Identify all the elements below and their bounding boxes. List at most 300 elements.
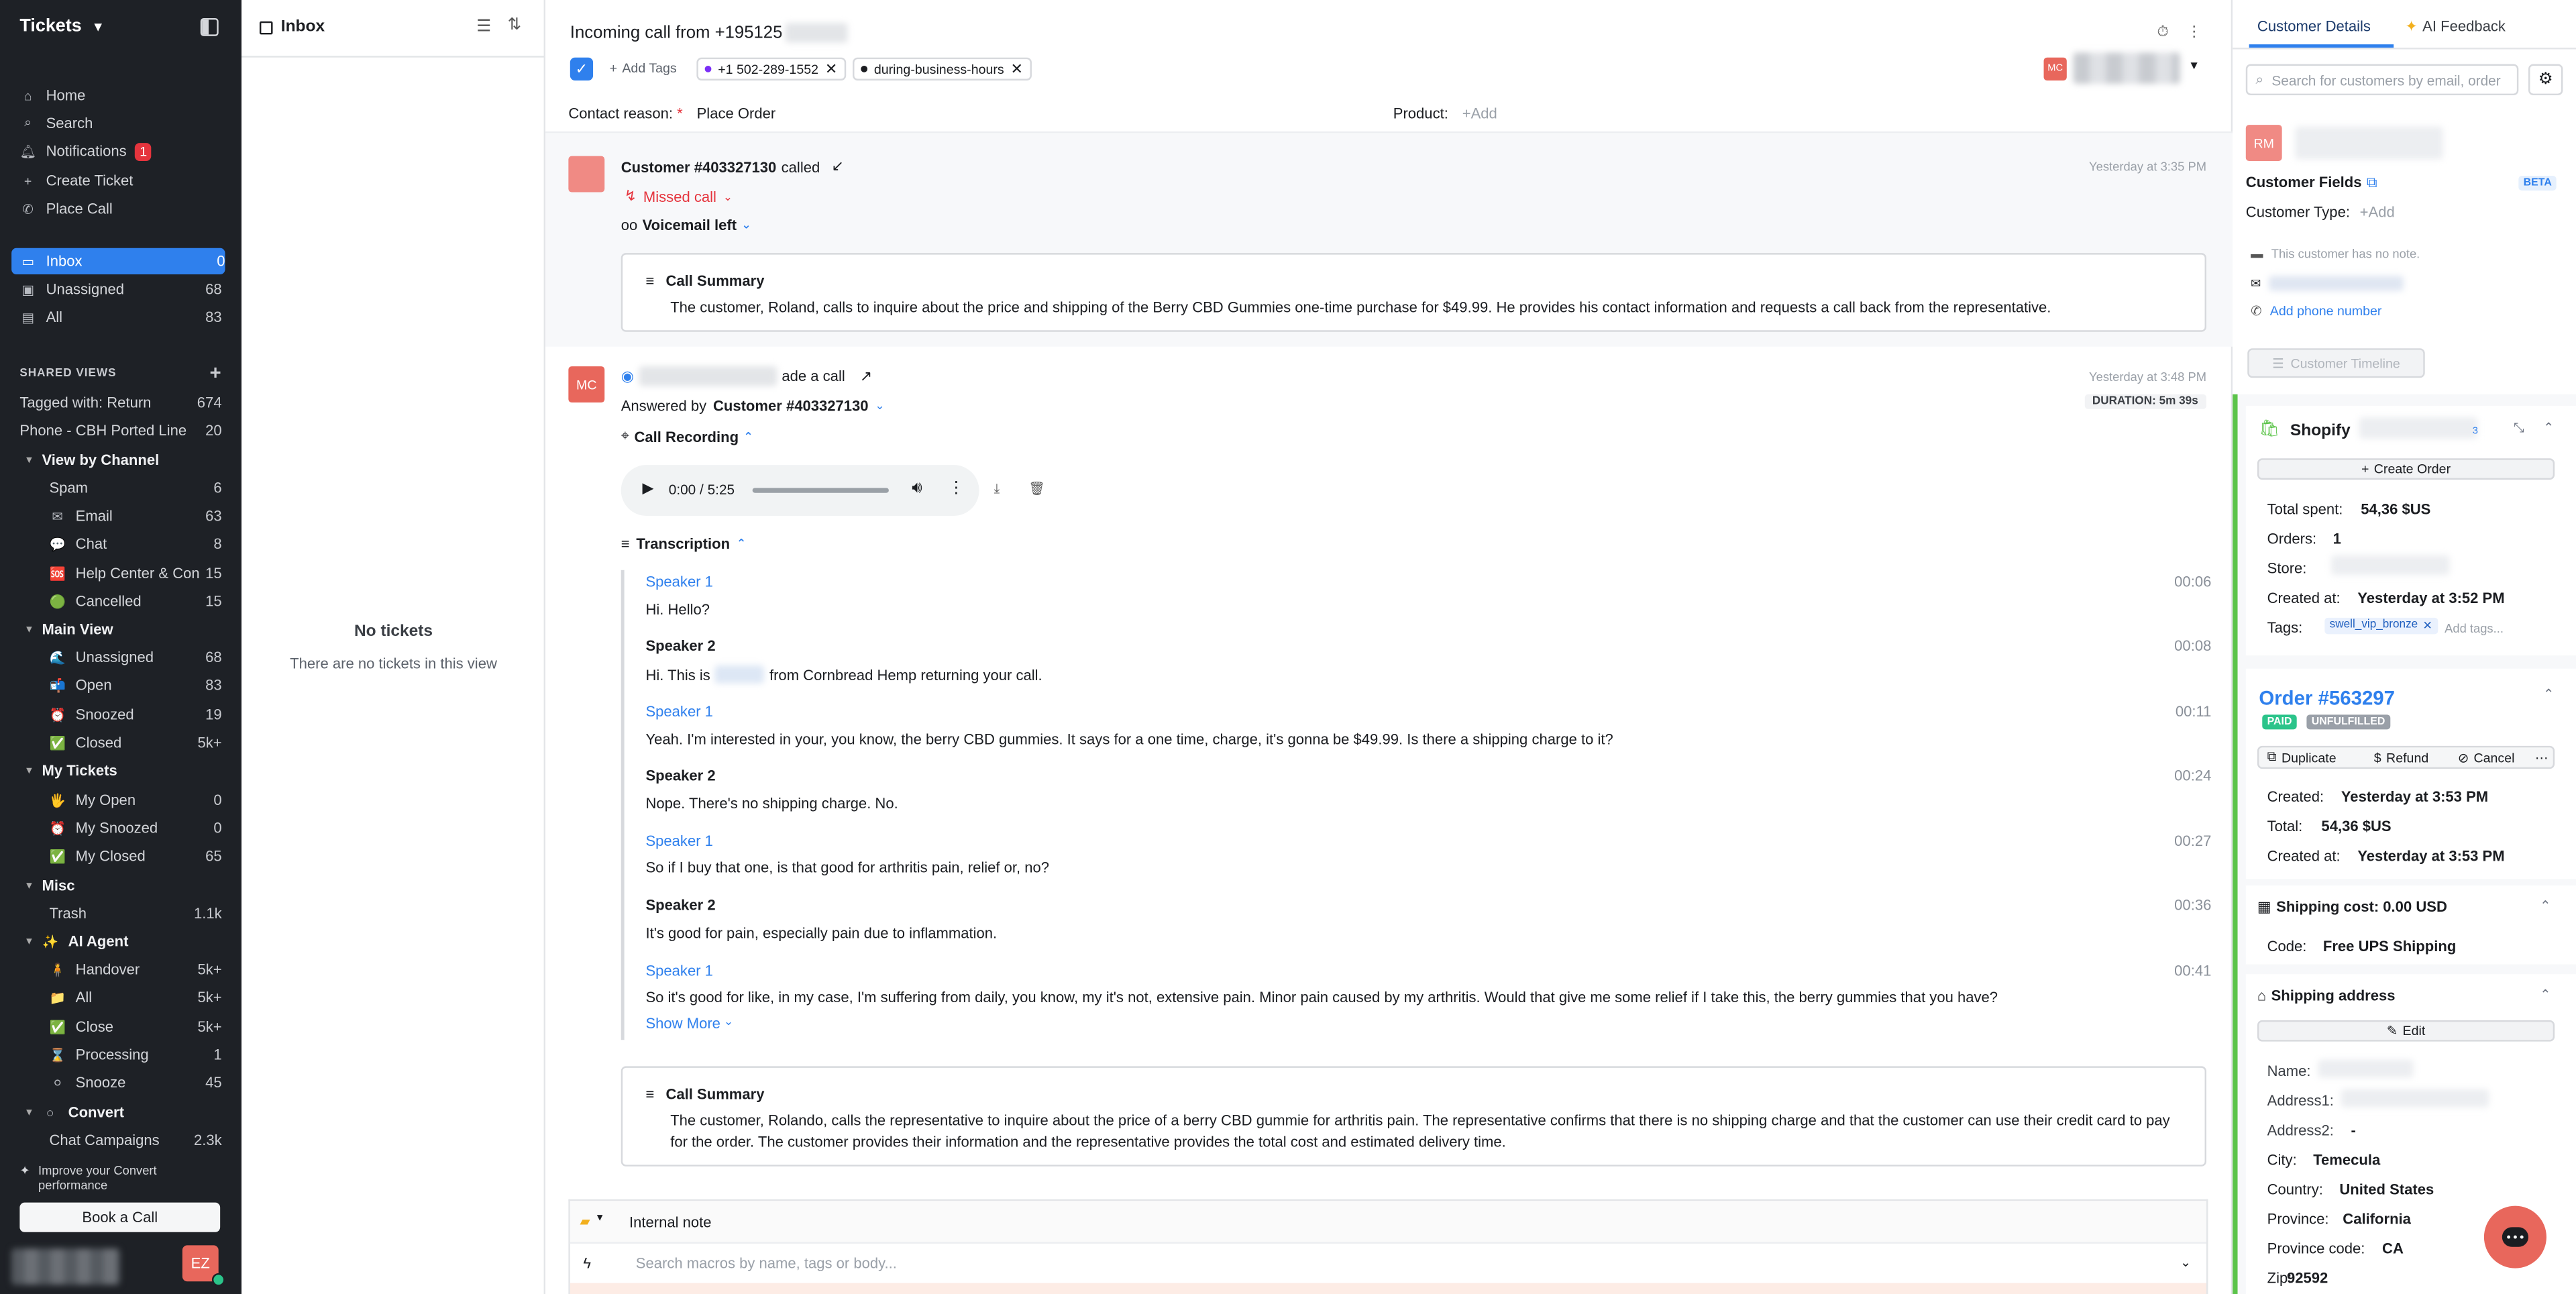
call-summary-box: [621, 253, 2206, 332]
customer-timeline-button[interactable]: [2247, 348, 2424, 378]
pencil-icon: ✎: [2386, 1023, 2398, 1038]
show-more-label: Show More: [645, 1015, 720, 1032]
address1-redacted: [2341, 1089, 2489, 1108]
add-view-icon[interactable]: +: [209, 361, 222, 385]
plus-icon: +: [23, 173, 32, 188]
nav-label: Place Call: [46, 200, 113, 217]
speaker-label: Speaker 1: [645, 832, 713, 850]
summary-title-text: Call Summary: [665, 272, 765, 290]
stack-icon: ▤: [21, 309, 34, 325]
redacted-number: [786, 23, 848, 42]
summary-title: [645, 1086, 764, 1102]
nav-search[interactable]: [19, 110, 221, 136]
download-icon[interactable]: ⤓: [994, 481, 1000, 496]
transcription-toggle[interactable]: [621, 535, 747, 551]
item-count: 6: [213, 480, 222, 496]
book-call-button[interactable]: Book a Call: [19, 1203, 220, 1232]
home-icon: ⌂: [23, 88, 32, 103]
sidebar-item-my-open[interactable]: [49, 787, 221, 813]
button-label: Duplicate: [2281, 749, 2337, 765]
speaker-label: Speaker 1: [645, 963, 713, 979]
item-label: Spam: [49, 480, 89, 496]
text-lines-icon: ≡: [645, 272, 655, 290]
chevron-up-icon[interactable]: ⌃: [2540, 987, 2551, 1002]
province-code-value: CA: [2382, 1240, 2404, 1257]
cancel-order-button[interactable]: [2458, 746, 2515, 769]
button-label: Cancel: [2473, 749, 2515, 765]
empty-state-title: No tickets: [354, 623, 433, 641]
name-redacted: [2318, 1060, 2414, 1078]
created-value: Yesterday at 3:52 PM: [2357, 590, 2505, 606]
customer-avatar: [568, 156, 604, 193]
sidebar-item-help-center[interactable]: [49, 560, 221, 586]
view-label: Tagged with: Return: [19, 394, 152, 411]
section-convert[interactable]: [26, 1099, 221, 1125]
add-phone-text: Add phone number: [2269, 304, 2382, 319]
store-label: Store:: [2267, 560, 2307, 577]
shopify-bag-icon: 🛍︎: [2259, 420, 2280, 439]
search-placeholder: Search for customers by email, order: [2271, 71, 2501, 89]
tag-color-dot: [861, 66, 867, 72]
tag-label: during-business-hours: [873, 61, 1004, 76]
nav-label: Notifications: [46, 143, 127, 160]
alarm-clock-icon: ⏰: [49, 820, 66, 836]
item-label: Unassigned: [75, 649, 154, 665]
phone-icon: ✆: [22, 201, 34, 217]
chevron-down-icon: ▾: [26, 455, 32, 467]
item-count: 5k+: [197, 734, 222, 751]
view-count: 68: [205, 280, 222, 298]
item-count: 65: [205, 847, 222, 865]
note-icon: ▰: [580, 1214, 590, 1229]
transcript-time: 00:36: [2174, 897, 2212, 914]
folder-icon: 📁: [49, 989, 66, 1005]
search-icon: ⌕: [2255, 70, 2264, 87]
view-count: 674: [197, 394, 222, 411]
sidebar-item-email[interactable]: [49, 502, 221, 529]
required-marker: *: [677, 105, 683, 122]
more-vertical-icon[interactable]: ⋮: [948, 480, 965, 498]
filter-icon[interactable]: ☰: [476, 17, 492, 36]
sidebar-item-handover[interactable]: [49, 956, 221, 982]
hourglass-icon: ⌛: [49, 1047, 66, 1063]
search-icon: ⌕: [24, 115, 32, 130]
event-action: ade a call: [782, 368, 845, 385]
agent-icon: ◉: [621, 367, 634, 384]
view-inbox[interactable]: [11, 248, 225, 274]
order-total-label: Total:: [2267, 818, 2303, 835]
text-lines-icon: ≡: [645, 1085, 655, 1103]
item-count: 0: [213, 792, 222, 808]
sparkle-icon: ✦: [19, 1163, 30, 1178]
shared-views-header: [19, 360, 221, 386]
audio-player[interactable]: [621, 465, 979, 516]
caller-link[interactable]: Customer #403327130: [621, 158, 777, 175]
tab-ai-feedback[interactable]: [2405, 18, 2506, 36]
field-label: Contact reason:: [568, 105, 673, 122]
assignee-name-redacted: [2074, 52, 2180, 84]
sidebar-item-trash[interactable]: [49, 900, 221, 926]
sidebar-item-open[interactable]: [49, 672, 221, 698]
create-order-button[interactable]: [2257, 458, 2555, 480]
transcript-text: Yeah. I'm interested in your, you know, the berry CBD gummies. It says for a one time, charge, it's gonna be $49.99. Is there a shipping charge to it?: [645, 731, 1613, 748]
answered-by: [621, 398, 885, 414]
create-order-label: Create Order: [2373, 462, 2451, 477]
item-label: Open: [75, 676, 112, 694]
order-total-value: 54,36 $US: [2321, 818, 2392, 835]
grid-icon: ▦: [2257, 898, 2271, 916]
ticket-title-text: Incoming call from +195125: [570, 23, 783, 43]
item-count: 5k+: [197, 1018, 222, 1035]
nav-label: Home: [46, 87, 86, 104]
account-name-redacted: [11, 1248, 120, 1285]
tags-label: Tags:: [2267, 619, 2303, 636]
created-label: Created at:: [2267, 590, 2341, 606]
inbox-title: Inbox: [280, 17, 325, 36]
country-value: United States: [2339, 1181, 2434, 1198]
view-count: 20: [205, 422, 222, 439]
more-vertical-icon[interactable]: ⋮: [2186, 23, 2202, 40]
sidebar-item-snoozed[interactable]: [49, 702, 221, 728]
sort-icon[interactable]: ⇅: [507, 16, 522, 35]
bell-icon: 🔔︎: [19, 144, 37, 159]
sidebar-item-chat-campaigns[interactable]: [49, 1127, 221, 1153]
field-label: Customer Type:: [2245, 203, 2350, 221]
promo-text: Improve your Convert performance: [38, 1163, 157, 1193]
event-header: [621, 366, 873, 386]
recording-label: Call Recording: [634, 427, 739, 445]
section-view-by-channel[interactable]: [26, 447, 221, 473]
sidebar-item-cancelled[interactable]: [49, 588, 221, 614]
outgoing-arrow-icon: ↗: [859, 367, 873, 384]
transcript-text: So it's good for like, in my case, I'm suffering from daily, you know, my it's not, extensive pain. Minor pain caused by my arthritis. Would that give me some relief if I take this, the berry gummies that you have?: [645, 989, 1998, 1006]
trash-icon[interactable]: 🗑︎: [1028, 481, 1045, 496]
missed-call-icon: ↯: [624, 187, 637, 204]
refund-button[interactable]: [2374, 746, 2428, 769]
inbox-icon: ▭: [21, 254, 34, 269]
address-name-label: Name:: [2267, 1063, 2311, 1079]
email-redacted: [2269, 276, 2404, 290]
assignee-dropdown-icon[interactable]: ▼: [2188, 60, 2200, 72]
volume-icon[interactable]: 🔊︎: [912, 480, 922, 498]
customer-type-field[interactable]: [2246, 204, 2395, 220]
tag-chip[interactable]: [853, 58, 1031, 80]
ticket-title[interactable]: [570, 23, 849, 42]
item-count: 15: [205, 593, 222, 610]
chevron-down-icon: ▼: [91, 19, 105, 34]
online-status-dot: [212, 1273, 225, 1287]
chevron-down-icon: ⌄: [723, 1016, 734, 1029]
item-label: Email: [75, 507, 113, 525]
chevron-down-icon[interactable]: ⌄: [2180, 1255, 2192, 1271]
unassigned-icon: ▣: [21, 282, 34, 297]
order-created-at-label: Created at:: [2267, 847, 2341, 865]
sidebar-item-chat[interactable]: [49, 531, 221, 557]
nav-home[interactable]: [19, 82, 221, 108]
shared-view[interactable]: [19, 417, 221, 443]
zip-label: Zip:: [2267, 1270, 2292, 1287]
item-count: 0: [213, 820, 222, 837]
city-value: Temecula: [2313, 1151, 2381, 1169]
customer-email[interactable]: [2251, 276, 2404, 290]
app-switcher[interactable]: [19, 16, 104, 36]
beta-badge: BETA: [2518, 176, 2557, 191]
customer-fields-title[interactable]: [2246, 174, 2377, 193]
item-count: 1: [213, 1046, 222, 1063]
product-field[interactable]: [1393, 105, 1497, 121]
seek-bar[interactable]: [753, 488, 889, 492]
sidebar-item-snooze[interactable]: [49, 1069, 221, 1095]
assignee-avatar[interactable]: MC: [2044, 58, 2067, 80]
section-misc[interactable]: [26, 872, 221, 898]
alarm-clock-icon: ⏰: [49, 707, 66, 722]
collapse-sidebar-icon[interactable]: [201, 18, 219, 36]
edit-label: Edit: [2402, 1023, 2426, 1038]
agent-name-redacted: [715, 665, 764, 684]
customer-search-input[interactable]: [2246, 64, 2519, 96]
editor-body[interactable]: [570, 1283, 2206, 1294]
phone-icon: ✆: [2251, 304, 2262, 319]
tag-label: swell_vip_bronze: [2329, 619, 2418, 631]
item-count: 8: [213, 535, 222, 552]
view-label: Inbox: [46, 253, 83, 270]
customer-name-redacted: [2295, 127, 2443, 160]
add-phone-link[interactable]: [2251, 304, 2381, 319]
add-tags-button[interactable]: [610, 61, 677, 76]
field-add: +Add: [1462, 105, 1497, 122]
shipping-address-text: Shipping address: [2271, 987, 2396, 1004]
item-label: My Snoozed: [75, 820, 158, 837]
snooze-icon[interactable]: ⏱: [2157, 23, 2169, 40]
ticket-list-panel: [241, 0, 545, 1294]
macro-search-input[interactable]: Search macros by name, tags or body...: [635, 1255, 897, 1272]
inbox-icon: [260, 21, 273, 34]
section-label: SHARED VIEWS: [19, 367, 117, 379]
transcript-text: So if I buy that one, is that good for arthritis pain, relief or, no?: [645, 859, 1050, 876]
transcript-text: [645, 665, 1042, 684]
chevron-down-icon: ▾: [26, 1107, 32, 1119]
order-created-label: Created:: [2267, 788, 2324, 806]
status-checkbox[interactable]: [570, 58, 593, 80]
view-unassigned[interactable]: [19, 276, 221, 302]
item-label: Trash: [49, 905, 87, 922]
zip-value: 92592: [2287, 1270, 2328, 1287]
view-label: Phone - CBH Ported Line: [19, 422, 187, 439]
chevron-up-icon[interactable]: ⌃: [2543, 420, 2555, 435]
edit-address-button[interactable]: [2257, 1020, 2555, 1042]
sidebar-item-my-closed[interactable]: [49, 843, 221, 869]
reply-toolbar: [570, 1201, 2206, 1244]
close-icon[interactable]: ✕: [1010, 60, 1023, 76]
more-horizontal-icon[interactable]: ⋯: [2534, 749, 2548, 765]
transcript-text: Hi. Hello?: [645, 601, 710, 618]
sidebar-item-all[interactable]: [49, 984, 221, 1010]
transcript-text: Nope. There's no shipping charge. No.: [645, 795, 898, 812]
customer-note[interactable]: [2251, 246, 2420, 261]
city-label: City:: [2267, 1151, 2297, 1169]
item-count: 1.1k: [193, 905, 222, 922]
sidebar: [0, 0, 241, 1294]
item-count: 45: [205, 1074, 222, 1091]
call-recording-toggle[interactable]: [621, 427, 753, 445]
tab-customer-details[interactable]: Customer Details: [2257, 17, 2371, 35]
check-box-icon: ✅: [49, 1019, 66, 1034]
event-header: [621, 158, 844, 176]
shipping-cost-text: Shipping cost: 0.00 USD: [2276, 898, 2447, 916]
note-text: This customer has no note.: [2271, 246, 2420, 262]
item-label: Chat Campaigns: [49, 1132, 160, 1148]
sos-icon: 🆘: [49, 565, 66, 581]
orders-label: Orders:: [2267, 531, 2317, 547]
cancel-circle-icon: ⊘: [2457, 749, 2469, 765]
section-ai-agent[interactable]: [26, 928, 221, 955]
reply-mode-selector[interactable]: [580, 1214, 604, 1229]
nav-place-call[interactable]: [19, 195, 221, 221]
event-timestamp: Yesterday at 3:35 PM: [2089, 159, 2207, 174]
sidebar-item-spam[interactable]: [49, 475, 221, 501]
user-avatar[interactable]: EZ: [182, 1245, 219, 1281]
address1-label: Address1:: [2267, 1092, 2334, 1110]
chevron-up-icon: ⌃: [743, 431, 753, 443]
voicemail-icon: oo: [621, 217, 638, 233]
item-count: 2.3k: [193, 1132, 222, 1148]
contact-reason-field[interactable]: [568, 105, 775, 121]
orders-value: 1: [2332, 531, 2341, 547]
answered-by-link[interactable]: Customer #403327130: [712, 397, 869, 415]
close-icon[interactable]: ✕: [824, 60, 838, 76]
item-label: Processing: [75, 1046, 149, 1063]
item-label: Close: [75, 1018, 114, 1035]
shipping-code-value: Free UPS Shipping: [2322, 938, 2457, 955]
check-icon: ✓: [575, 60, 588, 76]
ticket-view: [545, 0, 2233, 1294]
play-icon[interactable]: ▶: [642, 480, 654, 496]
shipping-address-title: [2257, 987, 2396, 1004]
item-label: Snoozed: [75, 706, 134, 723]
sparkles-icon: ✨: [42, 934, 58, 949]
item-label: Snooze: [75, 1074, 126, 1091]
customer-panel: [2233, 0, 2576, 1294]
sidebar-item-closed[interactable]: [49, 729, 221, 755]
province-label: Province:: [2267, 1210, 2329, 1228]
chevron-down-icon: ⌄: [722, 191, 733, 203]
item-label: Cancelled: [75, 593, 142, 610]
convert-promo[interactable]: [19, 1163, 184, 1193]
nav-notifications[interactable]: [19, 138, 221, 164]
chat-icon: 💬: [49, 536, 66, 551]
item-label: Handover: [75, 961, 140, 978]
chevron-down-icon: ▾: [26, 880, 32, 892]
voicemail-toggle[interactable]: [621, 217, 751, 233]
voicemail-label: Voicemail left: [642, 217, 737, 233]
chevron-down-icon: ▾: [26, 936, 32, 949]
add-tags-input[interactable]: Add tags...: [2445, 621, 2504, 636]
sidebar-item-my-snoozed[interactable]: [49, 815, 221, 841]
agent-name-redacted: [639, 366, 777, 386]
store-redacted: [2331, 555, 2449, 575]
field-value: Place Order: [696, 105, 776, 122]
chevron-down-icon: ⌄: [741, 220, 751, 232]
order-number-link[interactable]: Order #563297: [2259, 686, 2395, 710]
collapse-icon[interactable]: ⤡: [2513, 420, 2524, 435]
chevron-up-icon[interactable]: ⌃: [2540, 898, 2551, 914]
item-label: Closed: [75, 734, 122, 751]
gear-icon[interactable]: ⚙: [2528, 64, 2563, 96]
chevron-up-icon[interactable]: ⌃: [2543, 686, 2555, 702]
missed-call-status[interactable]: [625, 187, 733, 205]
transcript-time: 00:11: [2175, 703, 2212, 720]
field-label: Product:: [1393, 105, 1448, 122]
sidebar-item-processing[interactable]: [49, 1042, 221, 1068]
shipping-code-label: Code:: [2267, 938, 2307, 955]
section-title: My Tickets: [42, 762, 117, 779]
divider: [2233, 48, 2576, 49]
external-link-icon: ⧉: [2366, 174, 2377, 191]
order-created-at-value: Yesterday at 3:53 PM: [2357, 847, 2505, 865]
section-my-tickets[interactable]: [26, 757, 221, 784]
customer-avatar: RM: [2246, 125, 2282, 161]
shopify-title: Shopify: [2290, 422, 2351, 441]
item-label: My Closed: [75, 847, 146, 865]
event-action: called: [781, 158, 820, 175]
empty-state-subtitle: There are no tickets in this view: [290, 655, 497, 672]
province-code-label: Province code:: [2267, 1240, 2365, 1257]
item-count: 19: [205, 706, 222, 723]
transcript-text-part: Hi. This is: [645, 666, 710, 683]
nav-label: Search: [46, 115, 93, 131]
paid-badge: PAID: [2262, 714, 2297, 729]
lightning-icon: ϟ: [583, 1255, 592, 1272]
tab-label: AI Feedback: [2422, 17, 2506, 35]
close-icon[interactable]: ✕: [2422, 621, 2432, 633]
section-main-view[interactable]: [26, 616, 221, 642]
speaker-label: Speaker 1: [645, 703, 713, 720]
nav-create-ticket[interactable]: [19, 168, 221, 194]
total-spent-label: Total spent:: [2267, 500, 2343, 518]
address2-value: -: [2351, 1122, 2356, 1139]
total-spent-value: 54,36 $US: [2361, 500, 2431, 518]
tag-chip[interactable]: [696, 58, 845, 80]
transcript-time: 00:08: [2174, 637, 2212, 654]
speaker-label: Speaker 2: [645, 897, 716, 914]
transcript-time: 00:41: [2174, 963, 2212, 979]
view-label: All: [46, 309, 63, 325]
section-title: Main View: [42, 621, 113, 638]
chat-launcher-button[interactable]: [2484, 1206, 2546, 1269]
item-count: 5k+: [197, 989, 222, 1006]
item-count: 83: [205, 676, 222, 694]
transcription-label: Transcription: [636, 535, 731, 552]
show-more-link[interactable]: [645, 1015, 733, 1031]
address2-label: Address2:: [2267, 1122, 2334, 1139]
missed-label: Missed call: [643, 188, 716, 205]
recording-icon: ⌖: [621, 427, 630, 444]
view-all[interactable]: [19, 304, 221, 330]
transcript-text-part: from Cornbread Hemp returning your call.: [769, 666, 1042, 683]
sidebar-item-unassigned[interactable]: [49, 644, 221, 670]
envelope-icon: ✉: [2251, 276, 2261, 291]
duplicate-button[interactable]: [2267, 746, 2337, 769]
item-count: 68: [205, 649, 222, 665]
country-label: Country:: [2267, 1181, 2323, 1198]
summary-text: The customer, Roland, calls to inquire about the price and shipping of the Berry CBD Gummies one-time purchase for $49.99. He provides his contact information and requests a call back from the representative.: [670, 299, 2051, 316]
transcript-time: 00:27: [2174, 832, 2212, 850]
shipping-cost-title: [2257, 899, 2447, 917]
shared-view[interactable]: [19, 389, 221, 415]
sidebar-item-close[interactable]: [49, 1014, 221, 1040]
speaker-label: Speaker 2: [645, 637, 716, 654]
customer-tag[interactable]: [2324, 618, 2437, 634]
